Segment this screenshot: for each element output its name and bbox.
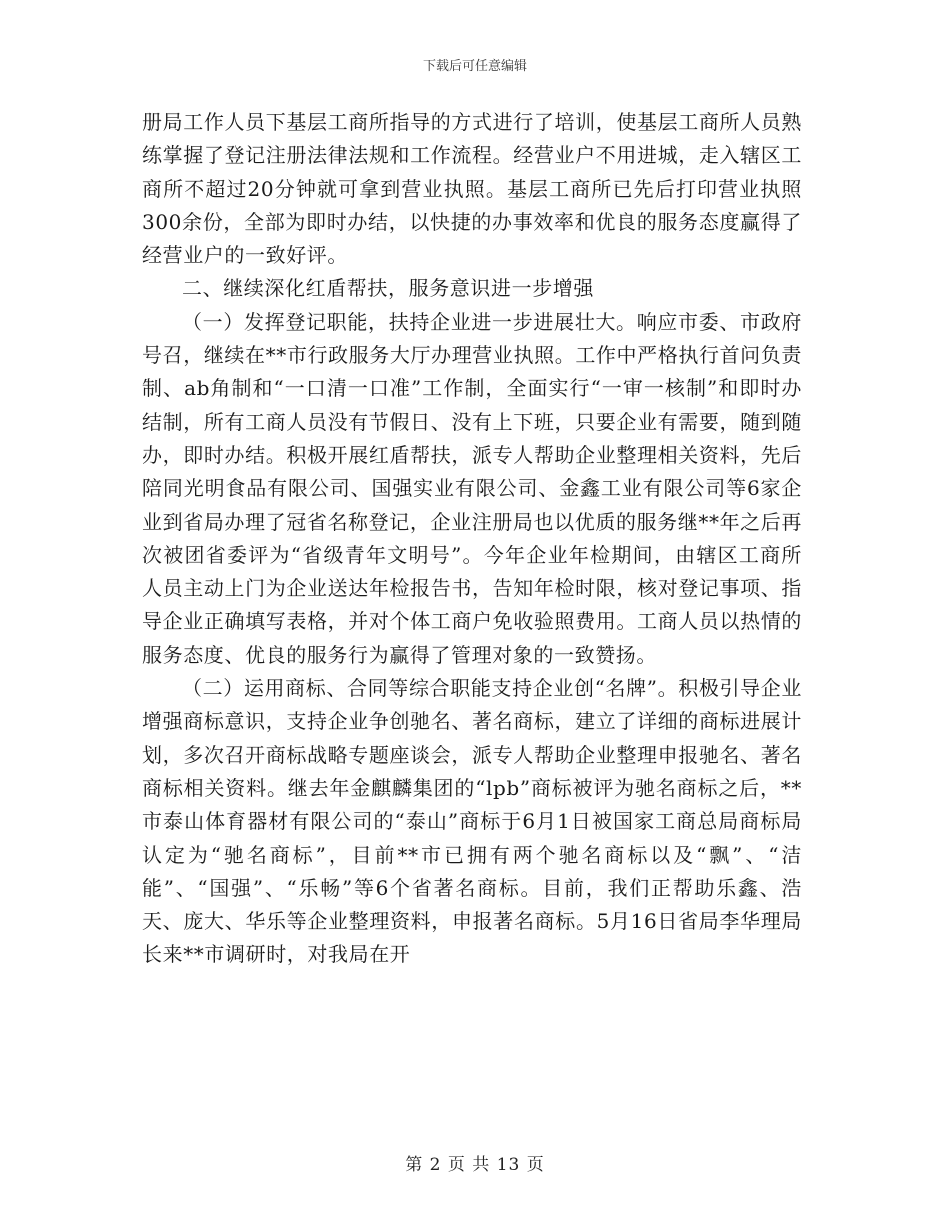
section-heading: 二、继续深化红盾帮扶，服务意识进一步增强 xyxy=(182,276,594,301)
paragraph-2: （一）发挥登记职能，扶持企业进一步进展壮大。响应市委、市政府号召，继续在**市行政服务大厅办理营业执照。工作中严格执行首问负责制、ab角制和“一口清一口准”工作制，全面实行“一审一核制”和即时办结制，所有工商人员没有节假日、没有上下班，只要企业有需要，随到随办，即时办结。积极开展红盾帮扶，派专人帮助企业整理相关资料，先后陪同光明食品有限公司、国强实业有限公司、金鑫工业有限公司等6家企业到省局办理了冠省名称登记，企业注册局也以优质的服务继**年之后再次被团省委评为“省级青年文明号”。今年企业年检期间，由辖区工商所人员主动上门为企业送达年检报告书，告知年检时限，核对登记事项、指导企业正确填写表格，并对个体工商户免收验照费用。工商人员以热情的服务态度、优良的服务行为赢得了管理对象的一致赞扬。 xyxy=(142,309,802,667)
page-number: 第 2 页 共 13 页 xyxy=(405,1155,545,1175)
paragraph-1: 册局工作人员下基层工商所指导的方式进行了培训，使基层工商所人员熟练掌握了登记注册法律法规和工作流程。经营业户不用进城，走入辖区工商所不超过20分钟就可拿到营业执照。基层工商所已先后打印营业执照300余份，全部为即时办结，以快捷的办事效率和优良的服务态度赢得了经营业户的一致好评。 xyxy=(142,110,802,268)
document-body xyxy=(142,106,802,972)
page-header: 下载后可任意编辑 xyxy=(422,59,527,74)
paragraph-3: （二）运用商标、合同等综合职能支持企业创“名牌”。积极引导企业增强商标意识，支持企业争创驰名、著名商标，建立了详细的商标进展计划，多次召开商标战略专题座谈会，派专人帮助企业整理申报驰名、著名商标相关资料。继去年金麒麟集团的“lpb”商标被评为驰名商标之后，**市泰山体育器材有限公司的“泰山”商标于6月1日被国家工商总局商标局认定为“驰名商标”，目前**市已拥有两个驰名商标以及“飘”、“洁能”、“国强”、“乐畅”等6个省著名商标。目前，我们正帮助乐鑫、浩天、庞大、华乐等企业整理资料，申报著名商标。5月16日省局李华理局长来**市调研时，对我局在开 xyxy=(142,676,802,967)
